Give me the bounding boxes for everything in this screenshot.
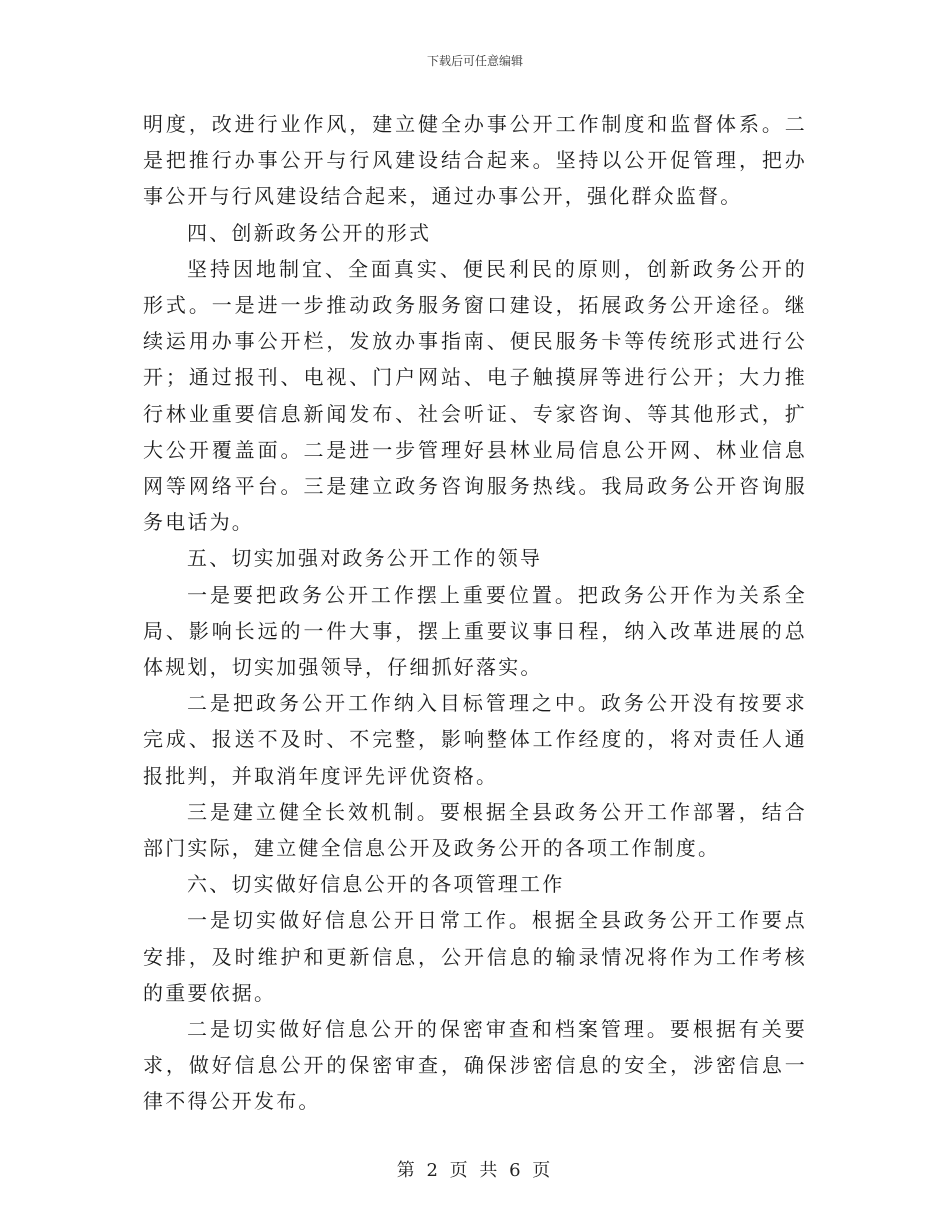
- paragraph: 明度，改进行业作风，建立健全办事公开工作制度和监督体系。二是把推行办事公开与行风建设结合起来。坚持以公开促管理，把办事公开与行风建设结合起来，通过办事公开，强化群众监督。: [143, 112, 807, 209]
- paragraph: 三是建立健全长效机制。要根据全县政务公开工作部署，结合部门实际，建立健全信息公开及政务公开的各项工作制度。: [143, 799, 807, 861]
- paragraph: 坚持因地制宜、全面真实、便民利民的原则，创新政务公开的形式。一是进一步推动政务服务窗口建设，拓展政务公开途径。继续运用办事公开栏，发放办事指南、便民服务卡等传统形式进行公开；通过报刊、电视、门户网站、电子触摸屏等进行公开；大力推行林业重要信息新闻发布、社会听证、专家咨询、等其他形式，扩大公开覆盖面。二是进一步管理好县林业局信息公开网、林业信息网等网络平台。三是建立政务咨询服务热线。我局政务公开咨询服务电话为。: [143, 256, 807, 535]
- paragraph: 二是切实做好信息公开的保密审查和档案管理。要根据有关要求，做好信息公开的保密审查，确保涉密信息的安全，涉密信息一律不得公开发布。: [143, 1017, 807, 1114]
- section-heading: 四、创新政务公开的形式: [187, 220, 432, 245]
- section-heading: 五、切实加强对政务公开工作的领导: [187, 546, 543, 571]
- page-header: 下载后可任意编辑: [426, 54, 523, 68]
- paragraph: 一是切实做好信息公开日常工作。根据全县政务公开工作要点安排，及时维护和更新信息，公开信息的输录情况将作为工作考核的重要依据。: [143, 908, 807, 1005]
- page-number: 第 2 页 共 6 页: [396, 1160, 554, 1181]
- paragraph: 一是要把政务公开工作摆上重要位置。把政务公开作为关系全局、影响长远的一件大事，摆上重要议事日程，纳入改革进展的总体规划，切实加强领导，仔细抓好落实。: [143, 582, 807, 680]
- document-body: [143, 106, 807, 1120]
- section-heading: 六、切实做好信息公开的各项管理工作: [187, 872, 565, 897]
- paragraph: 二是把政务公开工作纳入目标管理之中。政务公开没有按要求完成、报送不及时、不完整，影响整体工作经度的，将对责任人通报批判，并取消年度评先评优资格。: [143, 691, 807, 788]
